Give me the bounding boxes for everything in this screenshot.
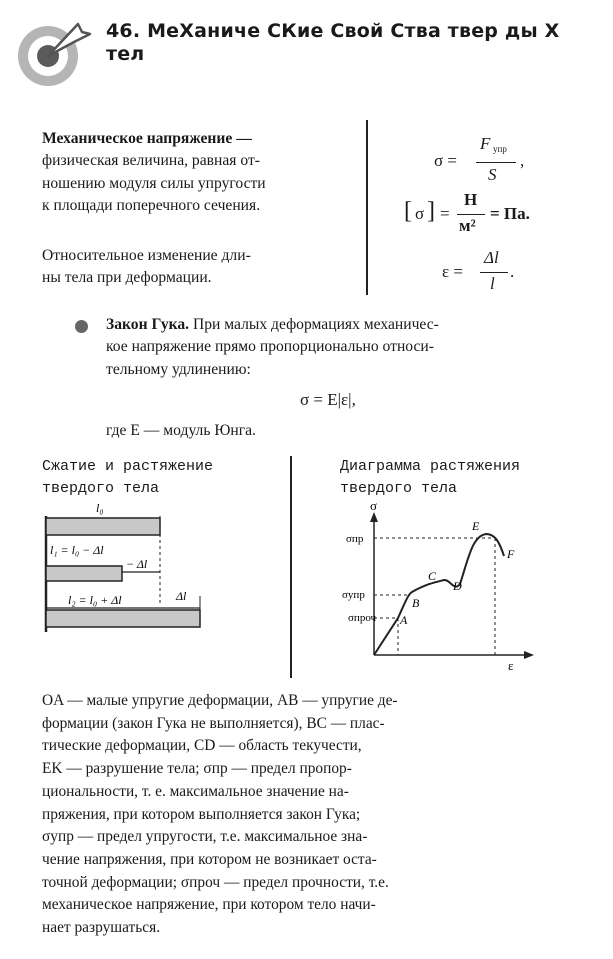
- hooke-formula: σ = E|ε|,: [300, 390, 356, 409]
- description-line: OA — малые упругие деформации, AB — упругие де-: [42, 692, 398, 709]
- label-l0: l₀: [96, 501, 104, 515]
- right-figure-caption: Диаграмма растяжения твердого тела: [340, 458, 521, 497]
- description-line: σупр — предел упругости, т.е. максимальное зна-: [42, 828, 368, 846]
- young-modulus-note: где E — модуль Юнга.: [106, 422, 256, 439]
- bar-compressed: [46, 566, 122, 581]
- description-line: циональности, т. е. максимальное значение на-: [42, 782, 349, 800]
- point-E: E: [472, 519, 480, 533]
- description-line: механическое напряжение, при котором тело начи-: [42, 896, 376, 914]
- description-line: пряжения, при котором выполняется закон Гука;: [42, 805, 361, 823]
- description-paragraph: [42, 690, 572, 940]
- figure-divider: [290, 456, 292, 678]
- description-line: формации (закон Гука не выполняется), BC — плас-: [42, 714, 385, 732]
- bullet-icon: [75, 320, 88, 333]
- label-l1: l₁ = l₀ − Δl: [50, 543, 104, 557]
- point-A: A: [400, 613, 408, 627]
- point-B: B: [412, 596, 420, 610]
- label-dl: Δl: [176, 589, 187, 603]
- hooke-law: Закон Гука. При малых деформациях механичес- кое напряжение прямо пропорционально относи- тельному удлинению:: [106, 316, 439, 378]
- label-sigma-proch: σпроч: [348, 612, 377, 624]
- bar-original: [46, 518, 160, 535]
- stress-definition: Механическое напряжение — физическая величина, равная от- ношению модуля силы упругости к площади поперечного сечения.: [42, 130, 266, 215]
- stress-formula: σ = F упр S ,: [434, 134, 525, 184]
- description-line: EK — разрушение тела; σпр — предел пропор-: [42, 760, 352, 778]
- description-line: точной деформации; σпроч — предел прочности, т.е.: [42, 873, 389, 891]
- axis-sigma-label: σ: [370, 500, 378, 513]
- point-F: F: [507, 547, 515, 561]
- description-line: нает разрушаться.: [42, 919, 161, 937]
- target-arrow-logo-icon: [8, 12, 98, 92]
- strain-definition: Относительное изменение дли- ны тела при деформации.: [42, 247, 251, 287]
- page-title: 46. МеХаниче СКие Свой Ства твер ды Х тел: [106, 20, 560, 65]
- label-sigma-pr: σпр: [346, 533, 364, 545]
- unit-formula: [ σ ] = Н м² = Па.: [404, 190, 530, 235]
- stress-strain-diagram: [340, 500, 540, 675]
- left-figure-caption: Сжатие и растяжение твердого тела: [42, 458, 214, 497]
- label-sigma-upr: σупр: [342, 589, 365, 601]
- description-line: тические деформации, CD — область текучести,: [42, 737, 362, 755]
- label-l2: l₂ = l₀ + Δl: [68, 593, 122, 607]
- bar-stretched: [46, 610, 200, 627]
- compression-tension-figure: [40, 500, 220, 640]
- strain-formula: ε = Δl l .: [442, 248, 515, 293]
- axis-eps-label: ε: [508, 658, 514, 673]
- point-C: C: [428, 569, 437, 583]
- point-D: D: [453, 579, 462, 593]
- column-divider: [366, 120, 368, 295]
- description-line: чение напряжения, при котором не возникает оста-: [42, 850, 377, 868]
- label-minus-dl: − Δl: [126, 557, 148, 571]
